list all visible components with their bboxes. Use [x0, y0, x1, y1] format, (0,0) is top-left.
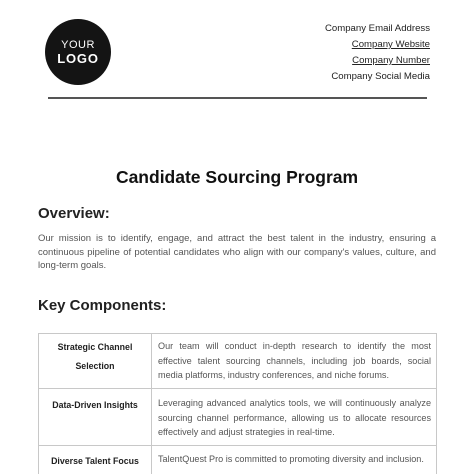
overview-heading: Overview:: [38, 205, 110, 222]
table-row: [39, 389, 437, 446]
table-row: [39, 334, 437, 389]
company-email: Company Email Address: [324, 23, 430, 34]
component-name: Diverse Talent Focus: [39, 445, 152, 474]
overview-paragraph: Our mission is to identify, engage, and attract the best talent in the industry, ensuring a continuous pipeline of potential candidates who align with our company's values, culture, and long-term goals.: [38, 233, 436, 271]
company-website-link[interactable]: Company Website: [351, 39, 430, 50]
component-name: Strategic Channel Selection: [39, 334, 152, 389]
key-components-heading: Key Components:: [38, 297, 167, 314]
company-social-media: Company Social Media: [331, 71, 430, 82]
document-title: Candidate Sourcing Program: [115, 167, 359, 187]
component-description: Leveraging advanced analytics tools, we will continuously analyze sourcing channel performance, allowing us to allocate resources effectively and adjust strategies in real-time.: [152, 389, 437, 446]
company-logo: [45, 19, 111, 85]
table-row: [39, 445, 437, 474]
component-description: Our team will conduct in-depth research to identify the most effective talent sourcing channels, including job boards, social media platforms, industry conferences, and niche forums.: [152, 334, 437, 389]
logo-text-line-1: YOUR: [61, 39, 95, 51]
company-number-link[interactable]: Company Number: [352, 55, 430, 66]
company-contact-block: [325, 21, 430, 85]
logo-text-line-2: LOGO: [57, 51, 99, 66]
header-divider: [48, 97, 427, 99]
component-description: TalentQuest Pro is committed to promoting diversity and inclusion.: [152, 445, 437, 474]
key-components-table: [38, 333, 437, 474]
component-name: Data-Driven Insights: [39, 389, 152, 446]
